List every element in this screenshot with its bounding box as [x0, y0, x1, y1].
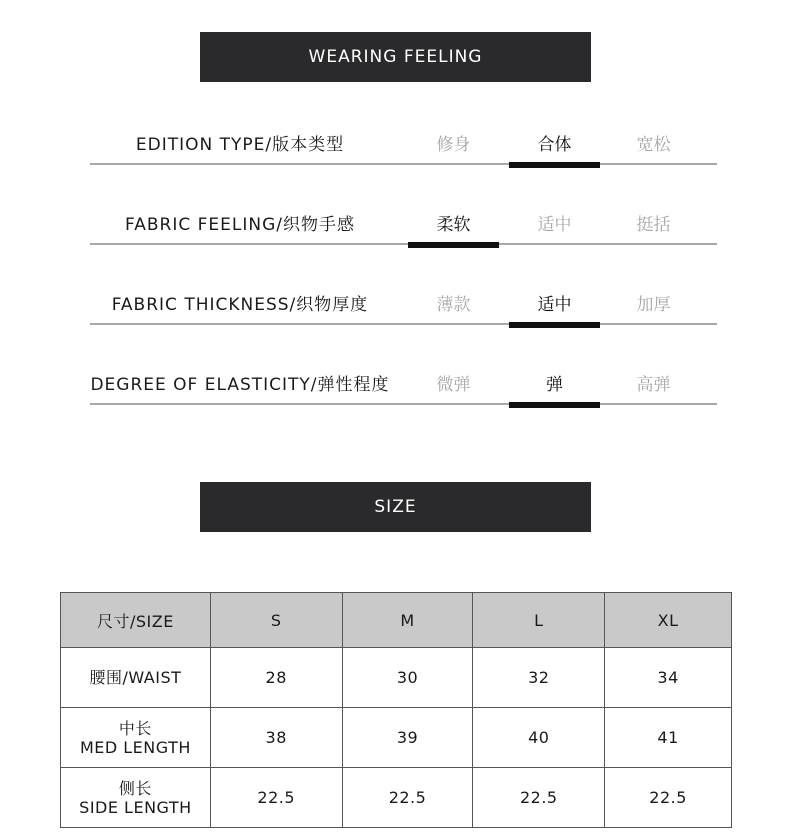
- value-cell: 28: [210, 648, 342, 708]
- wearing-feeling-banner: [200, 32, 591, 82]
- feel-label: DEGREE OF ELASTICITY/弹性程度: [90, 374, 390, 395]
- header-cell: L: [473, 593, 605, 648]
- feel-option: 挺括: [636, 214, 671, 235]
- feel-option: 适中: [537, 214, 572, 235]
- feel-option: 适中: [509, 282, 600, 322]
- size-title: SIZE: [374, 497, 417, 517]
- feel-option: 柔软: [408, 202, 499, 242]
- row-label-cell: 侧长 SIDE LENGTH: [61, 768, 211, 828]
- size-table: [60, 592, 732, 828]
- value-cell: 41: [605, 708, 732, 768]
- feel-option: 弹: [509, 362, 600, 402]
- value-cell: 22.5: [210, 768, 342, 828]
- feel-scale-line: [90, 403, 717, 405]
- selected-marker: [509, 162, 600, 168]
- value-cell: 30: [342, 648, 473, 708]
- header-cell: S: [210, 593, 342, 648]
- feel-scale-line: [90, 323, 717, 325]
- feel-option: 薄款: [436, 294, 471, 315]
- feel-row-edition-type: [0, 122, 790, 182]
- feel-row-fabric-feeling: [0, 202, 790, 262]
- feel-label: FABRIC FEELING/织物手感: [125, 214, 355, 235]
- header-cell: M: [342, 593, 473, 648]
- feel-row-degree-of-elasticity: [0, 362, 790, 422]
- feel-option: 微弹: [436, 374, 471, 395]
- feel-option: 宽松: [636, 134, 671, 155]
- value-cell: 39: [342, 708, 473, 768]
- feel-option: 修身: [436, 134, 471, 155]
- value-cell: 22.5: [605, 768, 732, 828]
- selected-marker: [509, 402, 600, 408]
- value-cell: 32: [473, 648, 605, 708]
- feel-label: EDITION TYPE/版本类型: [135, 134, 345, 155]
- selected-marker: [408, 242, 499, 248]
- header-cell: 尺寸/SIZE: [61, 593, 211, 648]
- row-label-cell: 中长 MED LENGTH: [61, 708, 211, 768]
- header-cell: XL: [605, 593, 732, 648]
- feel-option: 合体: [509, 122, 600, 162]
- wearing-feeling-title: WEARING FEELING: [308, 47, 483, 67]
- feel-option: 高弹: [636, 374, 671, 395]
- table-row: [61, 708, 732, 768]
- feel-scale-line: [90, 163, 717, 165]
- value-cell: 38: [210, 708, 342, 768]
- size-table-header-row: [61, 593, 732, 648]
- table-row: [61, 768, 732, 828]
- feel-scale-line: [90, 243, 717, 245]
- table-row: [61, 648, 732, 708]
- feel-option: 加厚: [636, 294, 671, 315]
- value-cell: 34: [605, 648, 732, 708]
- value-cell: 22.5: [473, 768, 605, 828]
- value-cell: 22.5: [342, 768, 473, 828]
- feel-row-fabric-thickness: [0, 282, 790, 342]
- value-cell: 40: [473, 708, 605, 768]
- selected-marker: [509, 322, 600, 328]
- row-label-cell: 腰围/WAIST: [61, 648, 211, 708]
- feel-label: FABRIC THICKNESS/织物厚度: [111, 294, 369, 315]
- size-banner: [200, 482, 591, 532]
